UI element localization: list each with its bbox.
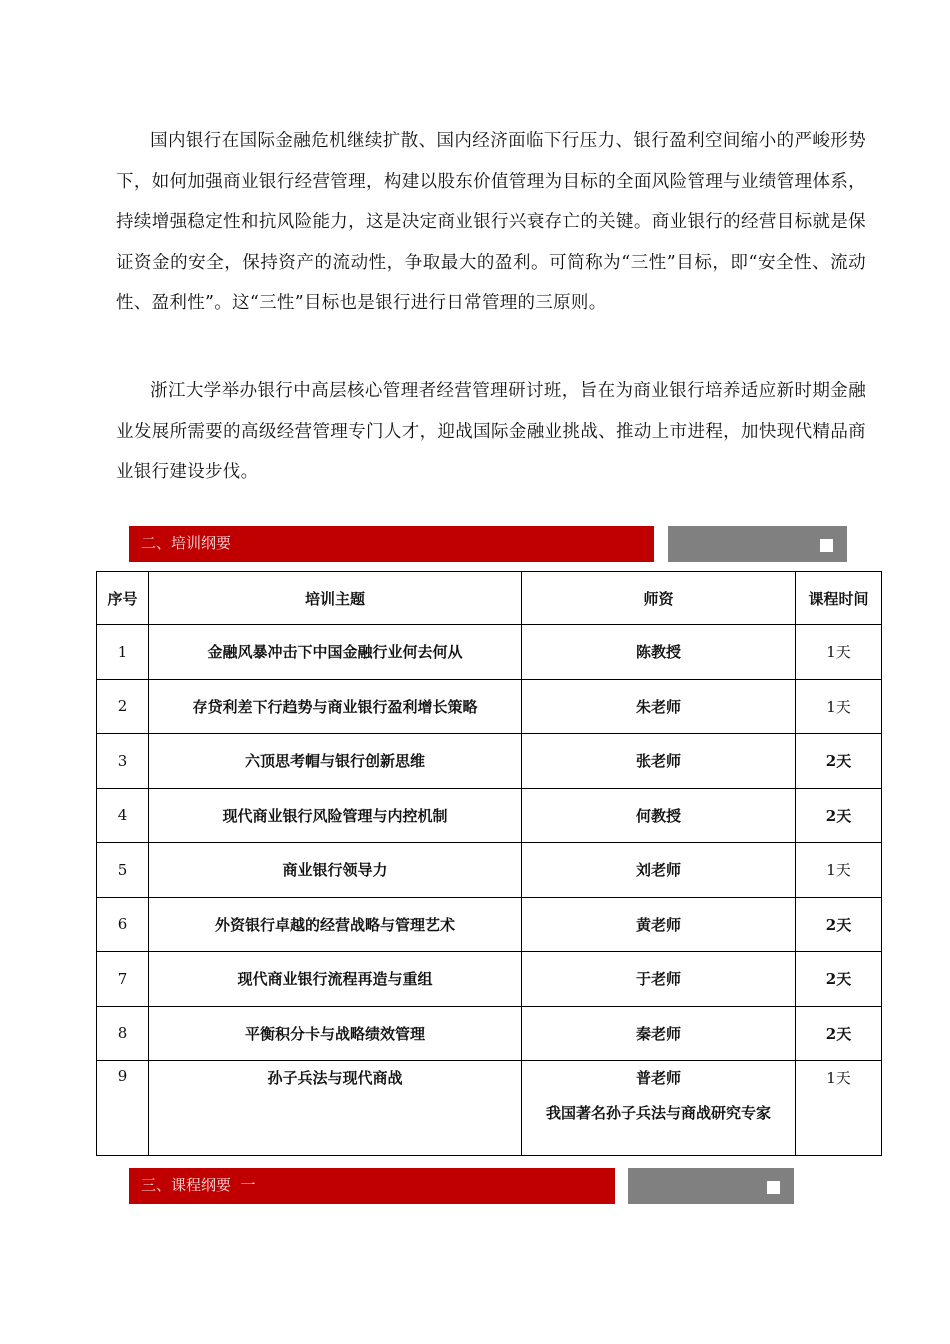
table-row [97, 788, 882, 843]
intro-paragraph-1 [116, 121, 866, 324]
row-topic: 平衡积分卡与战略绩效管理 [149, 1006, 522, 1061]
row-no: 8 [97, 1006, 149, 1061]
table-row [97, 679, 882, 734]
table-header-row [97, 572, 882, 625]
row-teacher: 刘老师 [522, 843, 796, 898]
header-days: 课程时间 [796, 572, 882, 625]
row-days: 2天 [796, 1006, 882, 1061]
row-teacher: 何教授 [522, 788, 796, 843]
intro-paragraph-2-text: 浙江大学举办银行中高层核心管理者经营管理研讨班，旨在为商业银行培养适应新时期金融业发展所需要的高级经营管理专门人才，迎战国际金融业挑战、推动上市进程，加快现代精品商业银行建设步伐。 [116, 381, 866, 482]
row-topic: 六顶思考帽与银行创新思维 [149, 734, 522, 789]
row-days: 1天 [796, 625, 882, 680]
square-icon [820, 539, 833, 552]
row-days: 2天 [796, 952, 882, 1007]
row-teacher: 张老师 [522, 734, 796, 789]
row-no: 3 [97, 734, 149, 789]
row-days: 1天 [796, 1061, 882, 1156]
section-3-title: 三、课程纲要 一 [141, 1176, 256, 1194]
intro-paragraph-1-text: 国内银行在国际金融危机继续扩散、国内经济面临下行压力、银行盈利空间缩小的严峻形势下，如何加强商业银行经营管理，构建以股东价值管理为目标的全面风险管理与业绩管理体系，持续增强稳定性和抗风险能力，这是决定商业银行兴衰存亡的关键。商业银行的经营目标就是保证资金的安全，保持资产的流动性，争取最大的盈利。可简称为“三性”目标，即“安全性、流动性、盈利性”。这“三性”目标也是银行进行日常管理的三原则。 [116, 131, 866, 313]
row-topic: 金融风暴冲击下中国金融行业何去何从 [149, 625, 522, 680]
section-2-header [129, 526, 654, 562]
row-topic: 存贷利差下行趋势与商业银行盈利增长策略 [149, 679, 522, 734]
row-no: 2 [97, 679, 149, 734]
row-days: 1天 [796, 843, 882, 898]
row-topic: 孙子兵法与现代商战 [149, 1061, 522, 1156]
row-teacher-cell [522, 1061, 796, 1156]
table-row [97, 734, 882, 789]
row-days: 2天 [796, 788, 882, 843]
section-3-gray-bar [628, 1168, 794, 1204]
section-2-gray-bar [668, 526, 847, 562]
row-teacher: 黄老师 [522, 897, 796, 952]
table-row [97, 952, 882, 1007]
row-days: 1天 [796, 679, 882, 734]
row-no: 6 [97, 897, 149, 952]
table-row [97, 843, 882, 898]
square-icon [767, 1181, 780, 1194]
table-row [97, 625, 882, 680]
row-days: 2天 [796, 734, 882, 789]
row-no: 5 [97, 843, 149, 898]
row-topic: 外资银行卓越的经营战略与管理艺术 [149, 897, 522, 952]
row-teacher: 陈教授 [522, 625, 796, 680]
row-topic: 现代商业银行风险管理与内控机制 [149, 788, 522, 843]
row-teacher: 朱老师 [522, 679, 796, 734]
header-teacher: 师资 [522, 572, 796, 625]
row-no: 9 [97, 1061, 149, 1156]
row-teacher-note: 我国著名孙子兵法与商战研究专家 [545, 1104, 771, 1122]
course-outline-table [96, 571, 882, 1156]
table-row [97, 897, 882, 952]
row-teacher: 普老师 [635, 1069, 681, 1087]
section-2-title: 二、培训纲要 [141, 534, 232, 552]
row-topic: 现代商业银行流程再造与重组 [149, 952, 522, 1007]
header-no: 序号 [97, 572, 149, 625]
header-topic: 培训主题 [149, 572, 522, 625]
intro-paragraph-2 [116, 371, 866, 493]
row-no: 4 [97, 788, 149, 843]
row-no: 1 [97, 625, 149, 680]
table-row [97, 1061, 882, 1156]
table-row [97, 1006, 882, 1061]
row-days: 2天 [796, 897, 882, 952]
row-teacher: 秦老师 [522, 1006, 796, 1061]
row-no: 7 [97, 952, 149, 1007]
row-topic: 商业银行领导力 [149, 843, 522, 898]
row-teacher: 于老师 [522, 952, 796, 1007]
section-3-header [129, 1168, 615, 1204]
